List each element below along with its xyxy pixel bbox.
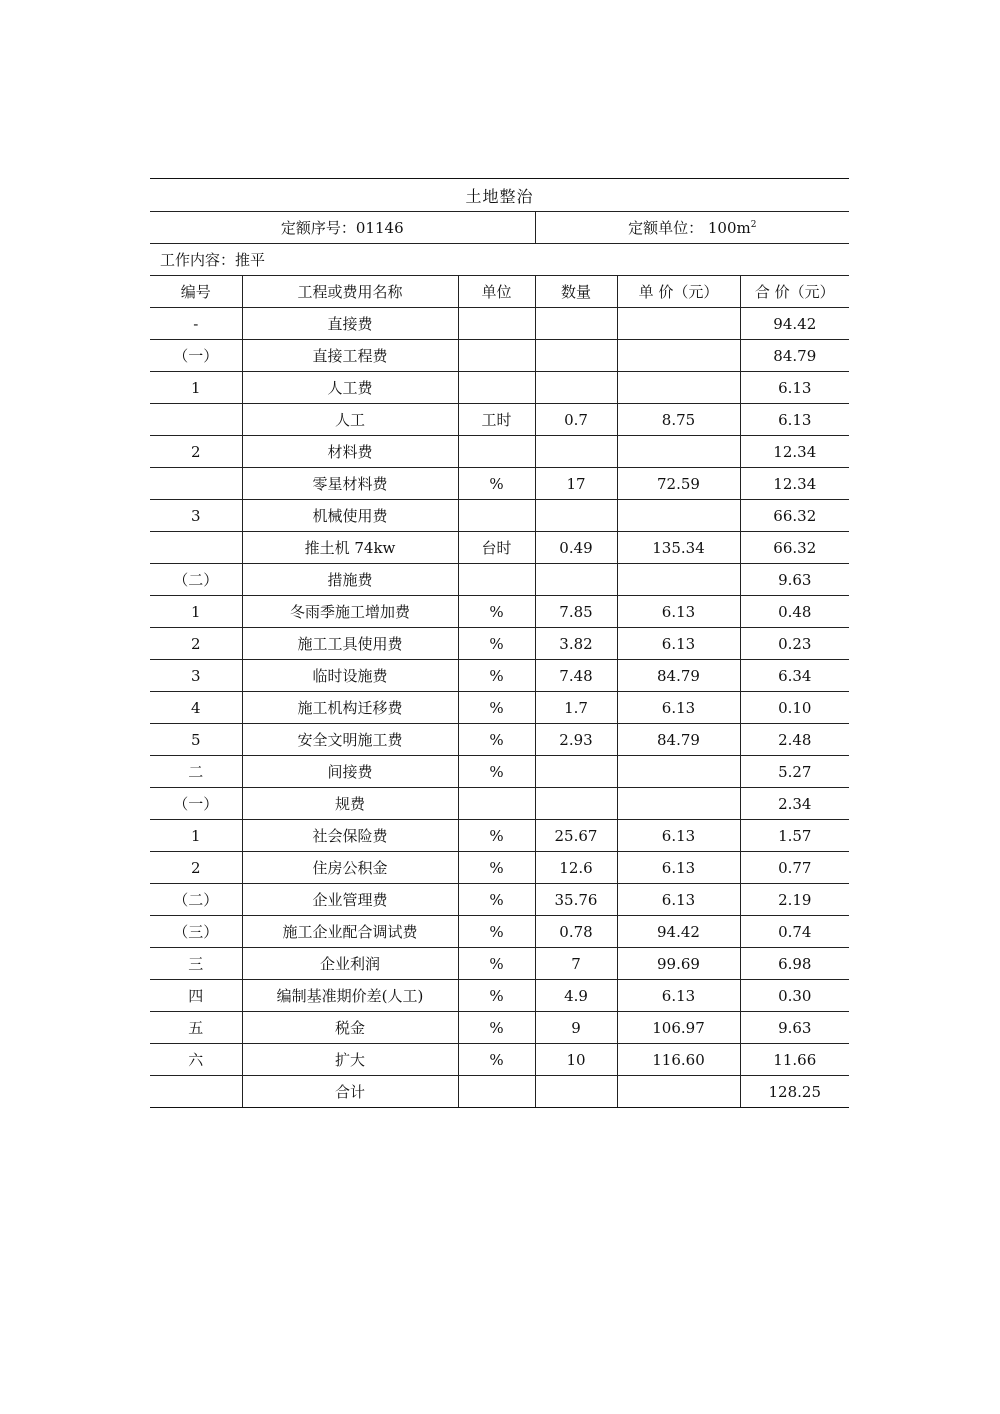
unit-price-cell xyxy=(617,372,740,404)
item-number-cell xyxy=(150,468,242,500)
item-name-cell: 措施费 xyxy=(242,564,458,596)
unit-cell: 台时 xyxy=(458,532,535,564)
quantity-cell xyxy=(535,500,617,532)
item-name-cell: 临时设施费 xyxy=(242,660,458,692)
quantity-cell: 12.6 xyxy=(535,852,617,884)
unit-price-cell xyxy=(617,340,740,372)
unit-cell xyxy=(458,436,535,468)
unit-cell: % xyxy=(458,628,535,660)
total-price-cell: 6.13 xyxy=(740,372,849,404)
item-number-cell: 四 xyxy=(150,980,242,1012)
total-price-cell: 0.77 xyxy=(740,852,849,884)
quantity-cell: 25.67 xyxy=(535,820,617,852)
item-name-cell: 社会保险费 xyxy=(242,820,458,852)
total-price-cell: 12.34 xyxy=(740,468,849,500)
unit-price-cell: 6.13 xyxy=(617,596,740,628)
item-number-cell: 六 xyxy=(150,1044,242,1076)
total-price-cell: 2.48 xyxy=(740,724,849,756)
cost-table xyxy=(150,178,849,1108)
quantity-cell: 7.85 xyxy=(535,596,617,628)
item-number-cell: （一） xyxy=(150,340,242,372)
unit-price-cell: 6.13 xyxy=(617,692,740,724)
item-name-cell: 冬雨季施工增加费 xyxy=(242,596,458,628)
table-row xyxy=(150,660,849,692)
quantity-cell: 1.7 xyxy=(535,692,617,724)
unit-price-cell xyxy=(617,564,740,596)
table-row xyxy=(150,340,849,372)
unit-price-cell: 8.75 xyxy=(617,404,740,436)
work-content-value: 推平 xyxy=(235,251,266,269)
item-number-cell: 五 xyxy=(150,1012,242,1044)
unit-cell: % xyxy=(458,596,535,628)
item-name-cell: 直接费 xyxy=(242,308,458,340)
quota-unit-value: 100m xyxy=(707,219,751,237)
table-row xyxy=(150,468,849,500)
item-number-cell: 3 xyxy=(150,660,242,692)
quantity-cell xyxy=(535,372,617,404)
item-name-cell: 编制基准期价差(人工) xyxy=(242,980,458,1012)
unit-cell: % xyxy=(458,1044,535,1076)
item-name-cell: 零星材料费 xyxy=(242,468,458,500)
unit-price-cell: 72.59 xyxy=(617,468,740,500)
item-name-cell: 合计 xyxy=(242,1076,458,1108)
column-header: 单位 xyxy=(458,276,535,308)
column-header: 单 价（元） xyxy=(617,276,740,308)
quantity-cell: 0.7 xyxy=(535,404,617,436)
total-price-cell: 12.34 xyxy=(740,436,849,468)
unit-cell: % xyxy=(458,1012,535,1044)
item-name-cell: 机械使用费 xyxy=(242,500,458,532)
total-price-cell: 66.32 xyxy=(740,532,849,564)
item-name-cell: 推土机 74kw xyxy=(242,532,458,564)
unit-cell xyxy=(458,308,535,340)
item-name-cell: 规费 xyxy=(242,788,458,820)
table-row xyxy=(150,948,849,980)
item-number-cell: 4 xyxy=(150,692,242,724)
item-name-cell: 材料费 xyxy=(242,436,458,468)
item-number-cell: 1 xyxy=(150,596,242,628)
total-price-cell: 11.66 xyxy=(740,1044,849,1076)
item-number-cell: 2 xyxy=(150,852,242,884)
total-price-cell: 9.63 xyxy=(740,1012,849,1044)
unit-cell: % xyxy=(458,692,535,724)
unit-cell: % xyxy=(458,980,535,1012)
item-number-cell: （一） xyxy=(150,788,242,820)
unit-price-cell xyxy=(617,436,740,468)
table-row xyxy=(150,1044,849,1076)
total-price-cell: 2.34 xyxy=(740,788,849,820)
unit-cell: % xyxy=(458,820,535,852)
unit-price-cell: 84.79 xyxy=(617,660,740,692)
unit-cell xyxy=(458,340,535,372)
unit-cell: 工时 xyxy=(458,404,535,436)
total-price-cell: 1.57 xyxy=(740,820,849,852)
item-name-cell: 税金 xyxy=(242,1012,458,1044)
table-row xyxy=(150,564,849,596)
table-row xyxy=(150,692,849,724)
item-name-cell: 扩大 xyxy=(242,1044,458,1076)
unit-price-cell: 6.13 xyxy=(617,852,740,884)
item-name-cell: 施工工具使用费 xyxy=(242,628,458,660)
quota-unit-superscript: 2 xyxy=(750,220,757,230)
unit-cell: % xyxy=(458,852,535,884)
unit-price-cell: 135.34 xyxy=(617,532,740,564)
unit-price-cell xyxy=(617,756,740,788)
table-row xyxy=(150,1076,849,1108)
item-name-cell: 人工 xyxy=(242,404,458,436)
unit-cell xyxy=(458,788,535,820)
total-price-cell: 2.19 xyxy=(740,884,849,916)
total-price-cell: 66.32 xyxy=(740,500,849,532)
item-number-cell: - xyxy=(150,308,242,340)
unit-cell: % xyxy=(458,948,535,980)
quantity-cell: 2.93 xyxy=(535,724,617,756)
table-row xyxy=(150,980,849,1012)
unit-cell xyxy=(458,564,535,596)
unit-price-cell: 6.13 xyxy=(617,884,740,916)
quantity-cell xyxy=(535,308,617,340)
title-row xyxy=(150,179,849,212)
unit-cell: % xyxy=(458,756,535,788)
item-name-cell: 施工企业配合调试费 xyxy=(242,916,458,948)
quantity-cell: 9 xyxy=(535,1012,617,1044)
total-price-cell: 6.13 xyxy=(740,404,849,436)
item-number-cell xyxy=(150,532,242,564)
meta-row xyxy=(150,212,849,244)
quantity-cell: 7.48 xyxy=(535,660,617,692)
total-price-cell: 5.27 xyxy=(740,756,849,788)
quota-unit-label: 定额单位： xyxy=(628,219,704,237)
total-price-cell: 0.10 xyxy=(740,692,849,724)
unit-price-cell: 106.97 xyxy=(617,1012,740,1044)
quantity-cell xyxy=(535,436,617,468)
item-number-cell: 1 xyxy=(150,372,242,404)
unit-price-cell xyxy=(617,788,740,820)
quantity-cell: 7 xyxy=(535,948,617,980)
unit-cell: % xyxy=(458,724,535,756)
column-header: 编号 xyxy=(150,276,242,308)
quantity-cell xyxy=(535,340,617,372)
quantity-cell: 3.82 xyxy=(535,628,617,660)
quantity-cell xyxy=(535,788,617,820)
unit-cell xyxy=(458,1076,535,1108)
quantity-cell: 4.9 xyxy=(535,980,617,1012)
item-name-cell: 人工费 xyxy=(242,372,458,404)
unit-price-cell: 116.60 xyxy=(617,1044,740,1076)
unit-price-cell: 99.69 xyxy=(617,948,740,980)
unit-cell: % xyxy=(458,916,535,948)
unit-price-cell: 84.79 xyxy=(617,724,740,756)
item-name-cell: 企业管理费 xyxy=(242,884,458,916)
item-name-cell: 企业利润 xyxy=(242,948,458,980)
item-number-cell: 5 xyxy=(150,724,242,756)
unit-price-cell xyxy=(617,1076,740,1108)
total-price-cell: 6.98 xyxy=(740,948,849,980)
unit-price-cell xyxy=(617,500,740,532)
item-number-cell: 三 xyxy=(150,948,242,980)
unit-cell xyxy=(458,500,535,532)
table-row xyxy=(150,820,849,852)
table-row xyxy=(150,532,849,564)
quantity-cell xyxy=(535,756,617,788)
item-name-cell: 施工机构迁移费 xyxy=(242,692,458,724)
unit-cell: % xyxy=(458,468,535,500)
unit-cell: % xyxy=(458,884,535,916)
item-number-cell xyxy=(150,1076,242,1108)
unit-price-cell xyxy=(617,308,740,340)
table-row xyxy=(150,852,849,884)
column-header: 合 价（元） xyxy=(740,276,849,308)
table-row xyxy=(150,724,849,756)
table-row xyxy=(150,404,849,436)
item-number-cell: 2 xyxy=(150,436,242,468)
table-row xyxy=(150,884,849,916)
quota-number-value: 01146 xyxy=(355,219,404,237)
table-row xyxy=(150,596,849,628)
total-price-cell: 0.23 xyxy=(740,628,849,660)
unit-price-cell: 6.13 xyxy=(617,628,740,660)
quota-number-label: 定额序号： xyxy=(280,219,356,237)
quantity-cell: 17 xyxy=(535,468,617,500)
total-price-cell: 94.42 xyxy=(740,308,849,340)
item-number-cell: （三） xyxy=(150,916,242,948)
quantity-cell xyxy=(535,1076,617,1108)
quota-sheet xyxy=(150,178,849,1108)
table-row xyxy=(150,628,849,660)
quota-number-cell xyxy=(150,212,535,244)
total-price-cell: 84.79 xyxy=(740,340,849,372)
quantity-cell xyxy=(535,564,617,596)
work-content-label: 工作内容： xyxy=(160,251,236,269)
table-title: 土地整治 xyxy=(150,179,849,212)
item-name-cell: 直接工程费 xyxy=(242,340,458,372)
table-row xyxy=(150,1012,849,1044)
table-row xyxy=(150,372,849,404)
column-header: 工程或费用名称 xyxy=(242,276,458,308)
quota-unit-cell xyxy=(535,212,849,244)
item-number-cell: （二） xyxy=(150,564,242,596)
quantity-cell: 10 xyxy=(535,1044,617,1076)
header-row xyxy=(150,276,849,308)
total-price-cell: 0.74 xyxy=(740,916,849,948)
item-number-cell: 二 xyxy=(150,756,242,788)
item-number-cell: （二） xyxy=(150,884,242,916)
quantity-cell: 0.78 xyxy=(535,916,617,948)
item-number-cell: 3 xyxy=(150,500,242,532)
total-price-cell: 0.30 xyxy=(740,980,849,1012)
total-price-cell: 0.48 xyxy=(740,596,849,628)
unit-price-cell: 94.42 xyxy=(617,916,740,948)
work-content-cell xyxy=(150,244,849,276)
unit-price-cell: 6.13 xyxy=(617,820,740,852)
table-row xyxy=(150,756,849,788)
total-price-cell: 6.34 xyxy=(740,660,849,692)
table-row xyxy=(150,788,849,820)
work-content-row xyxy=(150,244,849,276)
total-price-cell: 128.25 xyxy=(740,1076,849,1108)
unit-cell xyxy=(458,372,535,404)
table-row xyxy=(150,308,849,340)
item-number-cell: 2 xyxy=(150,628,242,660)
item-number-cell: 1 xyxy=(150,820,242,852)
total-price-cell: 9.63 xyxy=(740,564,849,596)
column-header: 数量 xyxy=(535,276,617,308)
item-number-cell xyxy=(150,404,242,436)
table-row xyxy=(150,916,849,948)
table-row xyxy=(150,436,849,468)
table-row xyxy=(150,500,849,532)
item-name-cell: 间接费 xyxy=(242,756,458,788)
unit-price-cell: 6.13 xyxy=(617,980,740,1012)
quantity-cell: 35.76 xyxy=(535,884,617,916)
unit-cell: % xyxy=(458,660,535,692)
item-name-cell: 住房公积金 xyxy=(242,852,458,884)
quantity-cell: 0.49 xyxy=(535,532,617,564)
item-name-cell: 安全文明施工费 xyxy=(242,724,458,756)
